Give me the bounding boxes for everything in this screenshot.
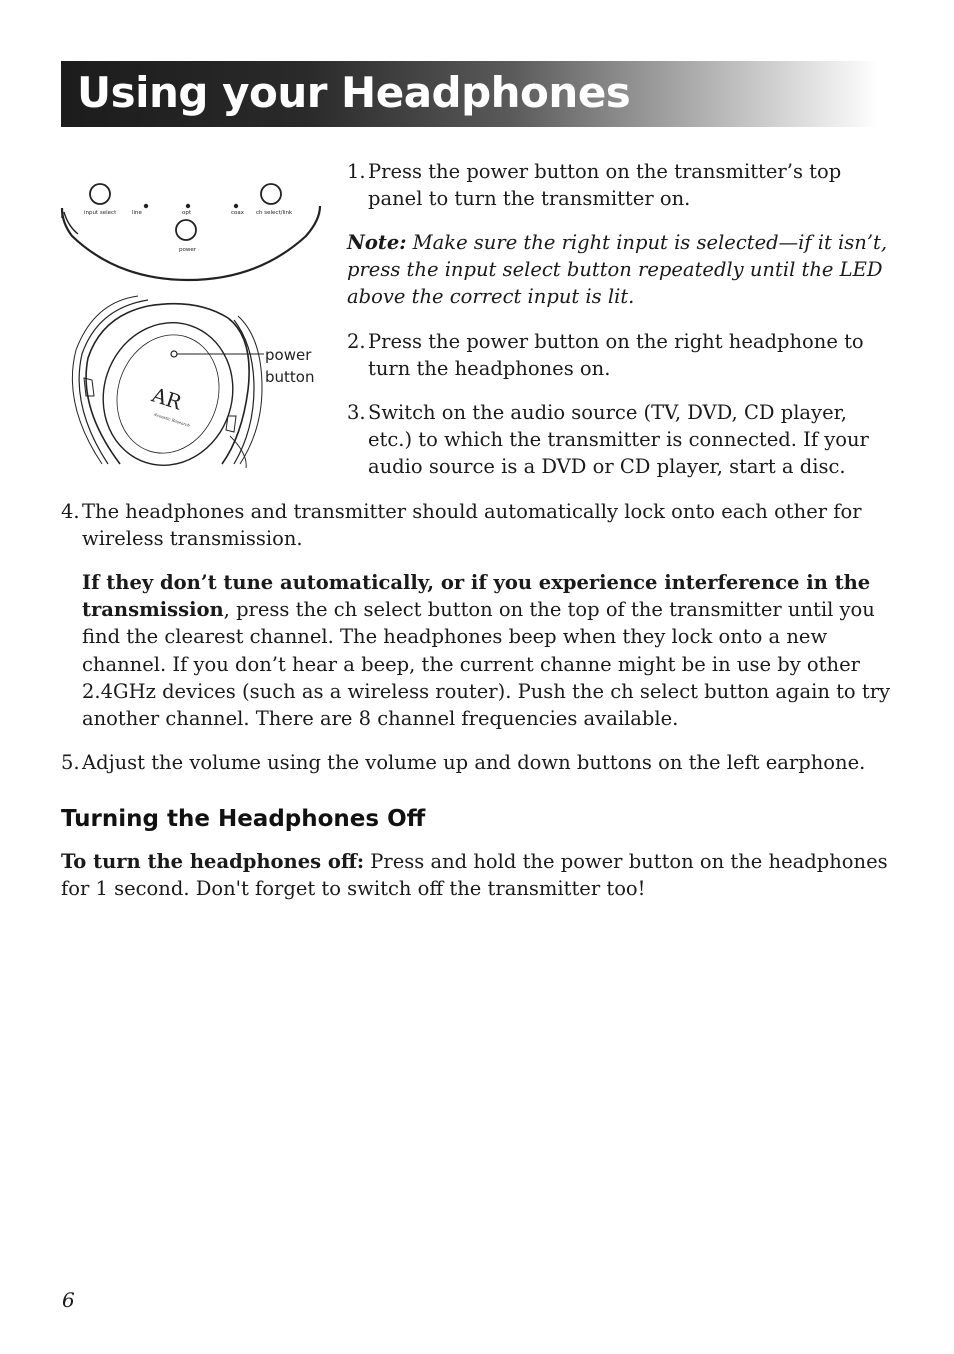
step-number: 5. [61, 751, 80, 774]
label-coax: coax [231, 210, 245, 216]
step-text: Press the power button on the transmitter’s top [368, 160, 842, 183]
transmitter-top-panel [62, 184, 320, 280]
step-text: wireless transmission. [82, 527, 303, 551]
step-number: 2. [347, 330, 366, 353]
note-text: Make sure the right input is selected—if it isn’t, [412, 231, 888, 254]
turn-off-text: for 1 second. Don't forget to switch off the transmitter too! [61, 877, 646, 901]
step-text: 2.4GHz devices (such as a wireless router). Push the ch select button again to try [82, 679, 891, 703]
step-text: find the clearest channel. The headphones beep when they lock onto a new [82, 625, 828, 649]
interference-heading: transmission [82, 598, 224, 622]
step-4 [61, 498, 862, 552]
headphone-power-button [171, 351, 177, 357]
step-4-interference [82, 569, 890, 732]
step-text: The headphones and transmitter should automatically lock onto each other for [82, 500, 862, 523]
step-text: another channel. There are 8 channel frequencies available. [82, 707, 679, 731]
step-3 [347, 399, 869, 481]
step-text: Press the power button on the right headphone to [368, 330, 864, 353]
step-text: Adjust the volume using the volume up and down buttons on the left earphone. [82, 751, 866, 774]
ch-select-button [261, 184, 281, 204]
step-text: turn the headphones on. [368, 357, 611, 381]
input-select-button [90, 184, 110, 204]
step-text: , press the ch select button on the top of the transmitter until you [223, 598, 875, 622]
step-2 [347, 328, 864, 382]
power-button-callout [265, 344, 314, 388]
label-input-select: input select [84, 210, 117, 216]
title-bar [61, 61, 879, 127]
callout-button: button [265, 368, 315, 386]
turn-off-paragraph [61, 848, 888, 902]
turn-off-lead: To turn the headphones off: [61, 850, 365, 873]
step-1 [347, 158, 841, 212]
label-opt: opt [182, 210, 192, 216]
step-5 [61, 749, 865, 776]
page-title: Using your Headphones [77, 68, 631, 117]
page-number: 6 [62, 1288, 75, 1312]
turn-off-text: Press and hold the power button on the headphones [364, 850, 888, 873]
callout-power: power [265, 346, 312, 364]
section-heading: Turning the Headphones Off [61, 806, 426, 832]
step-text: panel to turn the transmitter on. [368, 187, 691, 211]
note-text: press the input select button repeatedly until the LED [347, 258, 883, 282]
step-text: channel. If you don’t hear a beep, the current channe might be in use by other [82, 652, 860, 676]
step-text: etc.) to which the transmitter is connected. If your [368, 428, 869, 452]
note [347, 229, 887, 311]
step-text: Switch on the audio source (TV, DVD, CD player, [368, 401, 847, 424]
svg-text:AR: AR [149, 382, 185, 415]
headphones-illustration [58, 168, 328, 468]
brand-logo [148, 382, 191, 428]
svg-text:Acoustic Research: Acoustic Research [153, 411, 191, 428]
note-text: above the correct input is lit. [347, 285, 635, 309]
note-label: Note: [347, 231, 407, 254]
step-number: 4. [61, 500, 80, 523]
interference-heading: If they don’t tune automatically, or if you experience interference in the [82, 571, 871, 594]
label-ch-select: ch select/link [256, 210, 293, 216]
step-number: 1. [347, 160, 366, 183]
transmitter-power-button [176, 220, 196, 240]
label-power: power [179, 247, 196, 253]
headphone-earcup [72, 296, 262, 468]
step-text: audio source is a DVD or CD player, start a disc. [368, 455, 846, 479]
step-number: 3. [347, 401, 366, 424]
label-line: line [132, 210, 142, 216]
